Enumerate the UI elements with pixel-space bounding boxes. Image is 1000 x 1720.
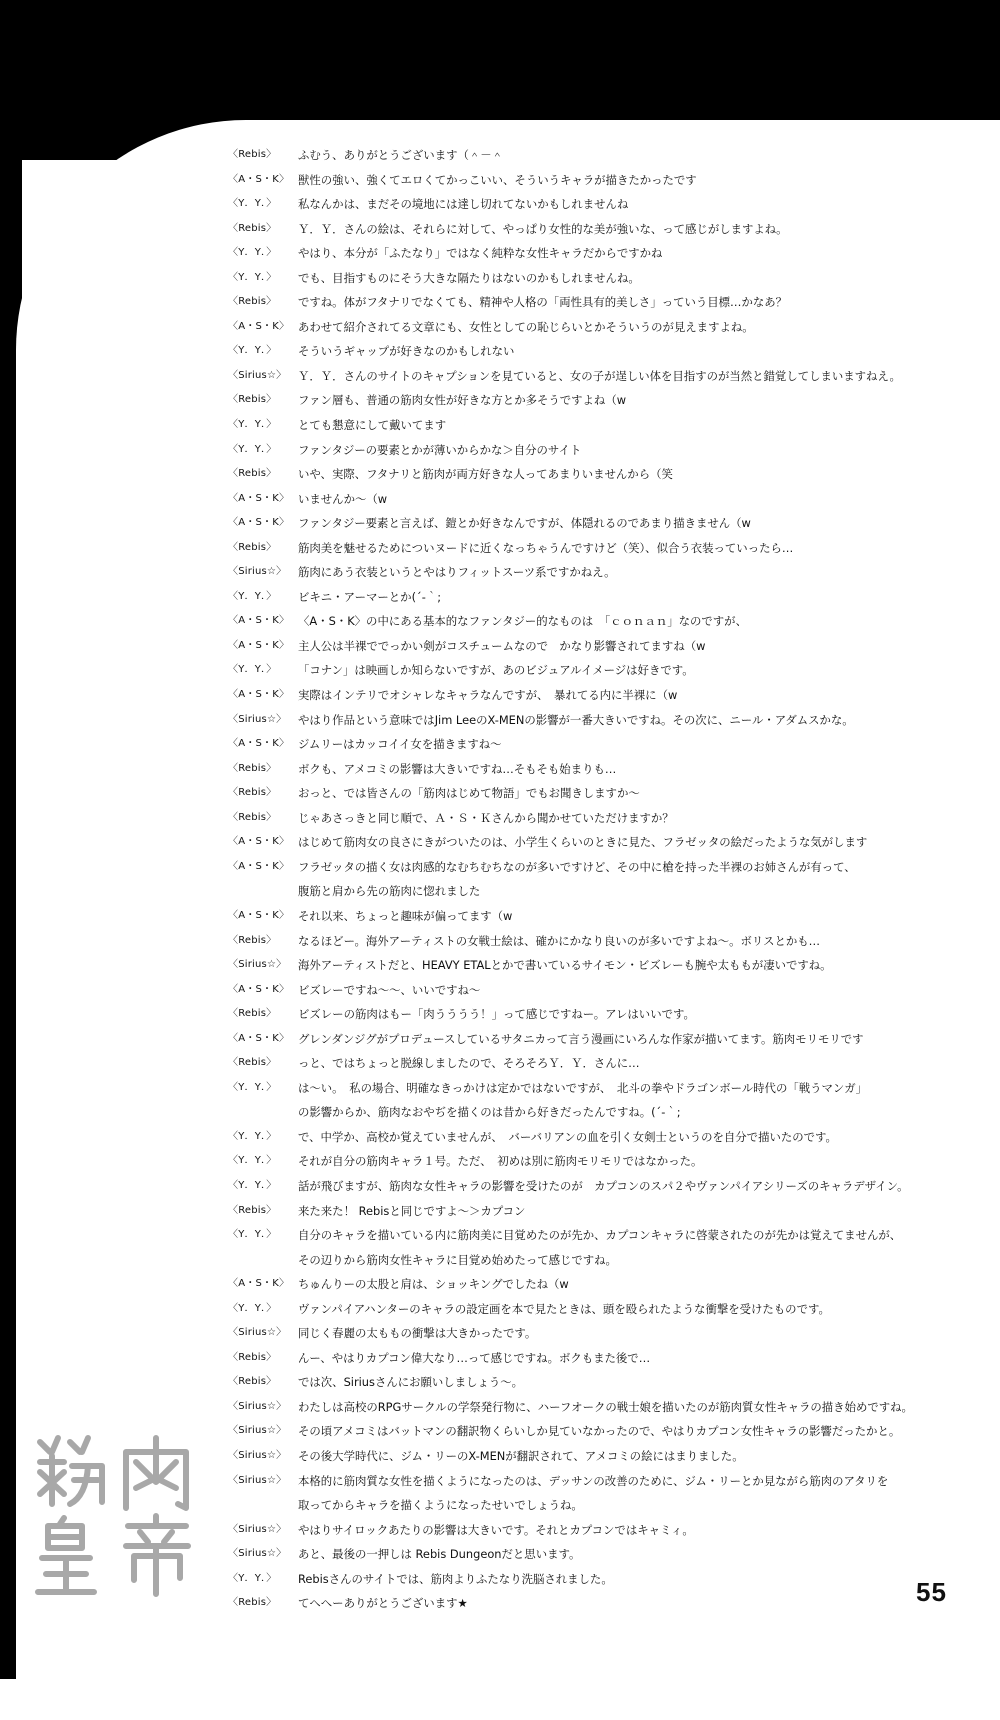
chat-text: ボクも、アメコミの影響は大きいですね…そもそも始まりも… [298,761,617,776]
chat-line [228,978,968,1003]
speaker-name: 〈Sirius☆〉 [228,1523,287,1535]
logo-text: 筋肉皇帝 [30,1428,34,1429]
chat-line [228,1174,968,1199]
speaker-name: 〈A・S・K〉 [228,689,290,701]
chat-text: 腹筋と肩から先の筋肉に惚れました [298,884,481,899]
chat-text: いや、実際、フタナリと筋肉が両方好きな人ってあまりいませんから（笑 [298,467,673,482]
chat-line [228,1002,968,1027]
chat-text: ヴァンパイアハンターのキャラの設定画を本で見たときは、頭を殴られたような衝撃を受けたものです。 [298,1301,830,1316]
chat-text: ファンタジー要素と言えば、鎧とか好きなんですが、体隠れるのであまり描きません（w [298,516,751,531]
chat-line [228,1051,968,1076]
chat-line [228,1321,968,1346]
speaker-name: 〈Rebis〉 [228,149,277,160]
chat-line [228,634,968,659]
chat-text: はじめて筋肉女の良さにきがついたのは、小学生くらいのときに見た、フラゼッタの絵だったような気がします [298,835,868,850]
chat-text: Rebisさんのサイトでは、筋肉よりふたなり洗脳されました。 [298,1571,613,1586]
chat-log [228,143,968,1616]
chat-text: では次、Siriusさんにお願いしましょう～。 [298,1375,524,1390]
chat-line [228,757,968,782]
chat-line [228,364,968,389]
speaker-name: 〈A・S・K〉 [228,983,290,995]
chat-text: 主人公は半裸ででっかい剣がコスチュームなので かなり影響されてますね（w [298,638,706,653]
chat-line [228,1027,968,1052]
chat-text: それが自分の筋肉キャラ１号。ただ、 初めは別に筋肉モリモリではなかった。 [298,1154,703,1169]
chat-text: 自分のキャラを描いている内に筋肉美に目覚めたのが先か、カプコンキャラに啓蒙されたのが先かは覚えてませんが、 [298,1228,902,1243]
chat-line [228,290,968,315]
chat-line [228,1567,968,1592]
speaker-name: 〈Rebis〉 [228,787,277,799]
chat-text: は～い。 私の場合、明確なきっかけは定かではないですが、 北斗の拳やドラゴンボール時代の「戦うマンガ」 [298,1080,868,1095]
chat-text: なるほどー。海外アーティストの女戦士絵は、確かにかなり良いのが多いですよね～。ボリスとかも… [298,933,821,948]
chat-text: てへへーありがとうございます★ [298,1596,468,1611]
chat-text: ファン層も、普通の筋肉女性が好きな方とか多そうですよね（w [298,393,627,408]
speaker-name: 〈Sirius☆〉 [228,1449,287,1461]
speaker-name: 〈Rebis〉 [228,394,277,406]
chat-line [228,658,968,683]
chat-text: 〈A・S・K〉の中にある基本的なファンタジー的なものは 「ｃｏｎａｎ」なのですが、 [298,614,747,629]
speaker-name: 〈Y．Y．〉 [228,1130,277,1142]
chat-line [228,904,968,929]
chat-line [228,339,968,364]
chat-line [228,708,968,733]
speaker-name: 〈A・S・K〉 [228,517,290,529]
speaker-name: 〈A・S・K〉 [228,173,290,185]
chat-line [228,241,968,266]
chat-line [228,683,968,708]
speaker-name: 〈Y．Y．〉 [228,590,277,602]
chat-text: やはり、本分が「ふたなり」ではなく純粋な女性キャラだからですかね [298,246,663,261]
chat-line [228,1395,968,1420]
chat-text: で、中学か、高校か覚えていませんが、 バーバリアンの血を引く女剣士というのを自分で描いたのです。 [298,1129,837,1144]
chat-line [228,1125,968,1150]
chat-line [228,511,968,536]
speaker-name: 〈Sirius☆〉 [228,959,287,971]
speaker-name: 〈A・S・K〉 [228,836,290,848]
speaker-name: 〈Y．Y．〉 [228,1229,277,1241]
speaker-name: 〈Rebis〉 [228,762,277,774]
speaker-name: 〈Y．Y．〉 [228,345,277,357]
chat-line [228,1199,968,1224]
chat-text: いませんか～（w [298,491,388,506]
chat-text: その辺りから筋肉女性キャラに目覚め始めたって感じですね。 [298,1252,617,1267]
chat-text: グレンダンジグがプロデュースしているサタニカって言う漫画にいろんな作家が描いてます。筋肉モリモリです [298,1031,864,1046]
speaker-name: 〈Rebis〉 [228,811,277,823]
speaker-name: 〈Rebis〉 [228,1597,277,1609]
chat-line [228,487,968,512]
speaker-name: 〈Rebis〉 [228,1376,277,1388]
speaker-name: 〈A・S・K〉 [228,1032,290,1044]
speaker-name: 〈A・S・K〉 [228,320,290,332]
chat-text: フラゼッタの描く女は肉感的なむちむちなのが多いですけど、その中に槍を持った半裸のお姉さんが有って、 [298,859,856,874]
chat-line-continuation [228,1493,968,1518]
logo-kinniku-koutei [30,1428,200,1598]
chat-text: わたしは高校のRPGサークルの学祭発行物に、ハーフオークの戦士娘を描いたのが筋肉質女性キャラの描き始めですね。 [298,1399,913,1414]
chat-text: っと、ではちょっと脱線しましたので、そろそろＹ．Ｙ．さんに… [298,1056,640,1071]
chat-text: ファンタジーの要素とかが薄いからかな＞自分のサイト [298,442,582,457]
chat-line [228,1149,968,1174]
chat-line [228,143,968,168]
speaker-name: 〈Y．Y．〉 [228,1302,277,1314]
chat-text: 実際はインテリでオシャレなキャラなんですが、 暴れてる内に半裸に（w [298,688,678,703]
speaker-name: 〈Rebis〉 [228,222,277,234]
chat-text: 筋肉にあう衣装というとやはりフィットスーツ系ですかねえ。 [298,565,616,580]
chat-text: Ｙ．Ｙ．さんの絵は、それらに対して、やっぱり女性的な美が強いな、って感じがしますよね。 [298,221,788,236]
speaker-name: 〈Y．Y．〉 [228,1572,277,1584]
chat-line [228,462,968,487]
chat-text: 私なんかは、まだその境地には達し切れてないかもしれませんね [298,197,629,212]
speaker-name: 〈Rebis〉 [228,296,277,308]
speaker-name: 〈Rebis〉 [228,1008,277,1020]
chat-line [228,1370,968,1395]
chat-text: あと、最後の一押しは Rebis Dungeonだと思います。 [298,1547,581,1562]
chat-text: ちゅんりーの太股と肩は、ショッキングでしたね（w [298,1277,569,1292]
speaker-name: 〈A・S・K〉 [228,860,290,872]
chat-line [228,609,968,634]
speaker-name: 〈Y．Y．〉 [228,247,277,259]
chat-text: じゃあさっきと同じ順で、Ａ・Ｓ・Ｋさんから聞かせていただけますか？ [298,810,674,825]
speaker-name: 〈Rebis〉 [228,1204,277,1216]
speaker-name: 〈Sirius☆〉 [228,1400,287,1412]
chat-text: 本格的に筋肉質な女性を描くようになったのは、デッサンの改善のために、ジム・リーとか見ながら筋肉のアタリを [298,1473,889,1488]
speaker-name: 〈Rebis〉 [228,468,277,480]
chat-line [228,781,968,806]
chat-line [228,168,968,193]
chat-line [228,830,968,855]
chat-line [228,1346,968,1371]
chat-line [228,1419,968,1444]
chat-text: その頃アメコミはバットマンの翻訳物くらいしか見ていなかったので、やはりカプコン女性キャラの影響だったかと。 [298,1424,901,1439]
speaker-name: 〈Y．Y．〉 [228,1179,277,1191]
speaker-name: 〈A・S・K〉 [228,909,290,921]
chat-text: 来た来た！ Rebisと同じですよ～＞カプコン [298,1203,526,1218]
chat-text: んー、やはりカプコン偉大なり…って感じですね。ボクもまた後で… [298,1350,651,1365]
chat-text: やはりサイロックあたりの影響は大きいです。それとカプコンではキャミィ。 [298,1522,694,1537]
chat-text: ビズレーですね～～、いいですね～ [298,982,481,997]
chat-text: 獣性の強い、強くてエロくてかっこいい、そういうキャラが描きたかったです [298,172,697,187]
chat-text: その後大学時代に、ジム・リーのX-MENが翻訳されて、アメコミの絵にはまりました。 [298,1448,744,1463]
chat-text: でも、目指すものにそう大きな隔たりはないのかもしれませんね。 [298,270,640,285]
chat-text: それ以来、ちょっと趣味が偏ってます（w [298,908,513,923]
speaker-name: 〈Y．Y．〉 [228,443,277,455]
chat-line-continuation [228,1100,968,1125]
chat-text: の影響からか、筋肉なおやぢを描くのは昔から好きだったんですね。(´-｀; [298,1105,681,1120]
speaker-name: 〈Rebis〉 [228,1351,277,1363]
speaker-name: 〈Y．Y．〉 [228,198,277,210]
chat-line [228,388,968,413]
chat-line [228,536,968,561]
chat-line [228,1591,968,1616]
speaker-name: 〈Rebis〉 [228,1057,277,1069]
chat-line [228,438,968,463]
speaker-name: 〈Sirius☆〉 [228,1474,287,1486]
chat-line [228,1444,968,1469]
chat-text: やはり作品という意味ではJim LeeのX-MENの影響が一番大きいですね。その次に、ニール・アダムスかな。 [298,712,854,727]
chat-line [228,413,968,438]
speaker-name: 〈A・S・K〉 [228,639,290,651]
chat-line-continuation [228,879,968,904]
speaker-name: 〈Sirius☆〉 [228,566,287,578]
speaker-name: 〈Sirius☆〉 [228,1548,287,1560]
chat-text: あわせて紹介されてる文章にも、女性としての恥じらいとかそういうのが見えますよね。 [298,319,754,334]
chat-line [228,1297,968,1322]
chat-text: ジムリーはカッコイイ女を描きますね～ [298,737,502,752]
chat-line [228,560,968,585]
speaker-name: 〈Y．Y．〉 [228,664,277,676]
chat-text: Ｙ．Ｙ．さんのサイトのキャプションを見ていると、女の子が逞しい体を目指すのが当然と錯覚してしまいますねえ。 [298,368,901,383]
speaker-name: 〈Rebis〉 [228,934,277,946]
chat-line [228,1469,968,1494]
chat-text: 同じく春麗の太ももの衝撃は大きかったです。 [298,1326,537,1341]
chat-line [228,806,968,831]
chat-text: ですね。体がフタナリでなくても、精神や人格の「両性具有的美しさ」っていう目標…かなあ？ [298,295,788,310]
chat-line [228,953,968,978]
chat-text: 取ってからキャラを描くようになったせいでしょうね。 [298,1498,583,1513]
chat-line [228,1518,968,1543]
speaker-name: 〈Y．Y．〉 [228,1081,277,1093]
chat-text: とても懇意にして戴いてます [298,418,447,433]
speaker-name: 〈A・S・K〉 [228,738,290,750]
chat-text: 筋肉美を魅せるためについヌードに近くなっちゃうんですけど（笑）、似合う衣装っていったら… [298,540,794,555]
speaker-name: 〈A・S・K〉 [228,1278,290,1290]
speaker-name: 〈Y．Y．〉 [228,271,277,283]
speaker-name: 〈A・S・K〉 [228,492,290,504]
chat-line-continuation [228,1248,968,1273]
chat-text: そういうギャップが好きなのかもしれない [298,344,515,359]
speaker-name: 〈A・S・K〉 [228,615,290,627]
speaker-name: 〈Rebis〉 [228,541,277,553]
speaker-name: 〈Sirius☆〉 [228,1425,287,1437]
chat-text: 話が飛びますが、筋肉な女性キャラの影響を受けたのが カプコンのスパ２やヴァンパイアシリーズのキャラデザイン。 [298,1178,909,1193]
speaker-name: 〈Sirius☆〉 [228,369,287,381]
speaker-name: 〈Sirius☆〉 [228,713,287,725]
chat-line [228,732,968,757]
chat-text: 「コナン」は映画しか知らないですが、あのビジュアルイメージは好きです。 [298,663,694,678]
chat-line [228,929,968,954]
chat-line [228,315,968,340]
chat-line [228,855,968,880]
speaker-name: 〈Y．Y．〉 [228,1155,277,1167]
page-number: 55 [916,1577,947,1607]
chat-line [228,266,968,291]
chat-line [228,1272,968,1297]
chat-text: ふむう、ありがとうございます（＾－＾ [298,148,504,162]
chat-line [228,192,968,217]
chat-text: おっと、では皆さんの「筋肉はじめて物語」でもお聞きしますか～ [298,786,640,801]
chat-line [228,1076,968,1101]
speaker-name: 〈Y．Y．〉 [228,419,277,431]
chat-line [228,217,968,242]
chat-line [228,585,968,610]
chat-text: 海外アーティストだと、HEAVY ETALとかで書いているサイモン・ビズレーも腕や太ももが凄いですね。 [298,958,832,973]
chat-text: ビキニ・アーマーとか(´-｀; [298,589,442,604]
speaker-name: 〈Sirius☆〉 [228,1327,287,1339]
chat-text: ビズレーの筋肉はもー「肉うううう！」って感じですねー。アレはいいです。 [298,1007,695,1022]
chat-line [228,1542,968,1567]
chat-line [228,1223,968,1248]
